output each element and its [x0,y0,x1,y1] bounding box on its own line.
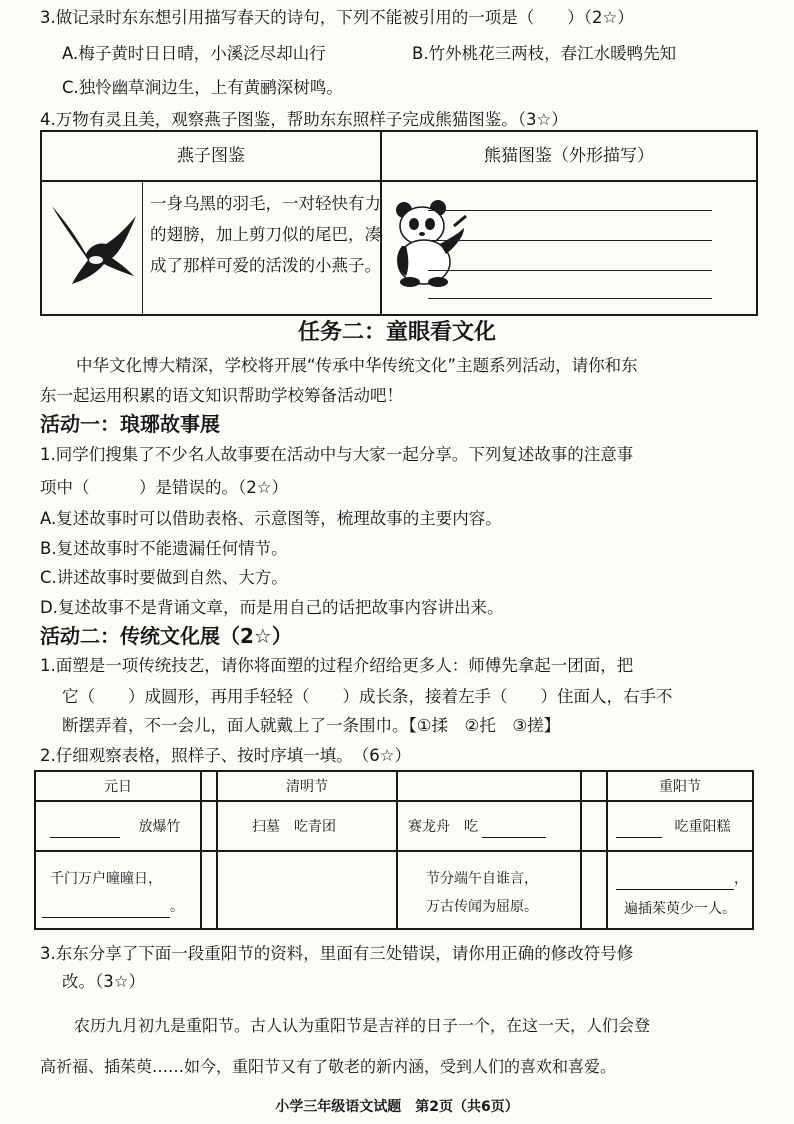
activity2-title: 活动二：传统文化展（2☆） [40,624,292,648]
activity2-q1: 1.面塑是一项传统技艺，请你将面塑的过程介绍给更多人：师傅先拿起一团面，把 [40,656,634,675]
activity2-q3: 改。（3☆） [62,972,146,991]
panda-header: 熊猫图鉴（外形描写） [484,146,654,166]
panda-answer-line[interactable] [428,270,712,271]
fill-blank[interactable] [42,917,170,918]
poem-chongyang-line2: 遍插茱萸少一人。 [624,901,736,917]
custom-qingming: 扫墓 吃青团 [252,819,336,835]
activity1-option-c[interactable]: C.讲述故事时要做到自然、大方。 [40,568,288,587]
swallow-panda-table [40,130,758,316]
swallow-header: 燕子图鉴 [177,146,245,166]
page-footer: 小学三年级语文试题 第2页（共6页） [275,1099,519,1115]
festival-header-qingming: 清明节 [286,779,328,795]
poem-yuanri-line2: 。 [42,896,184,918]
activity2-q1: 断摆弄着，不一会儿，面人就戴上了一条围巾。【①揉 ②托 ③搓】 [62,716,561,735]
fill-blank[interactable] [616,889,734,890]
festival-header-chongyang: 重阳节 [659,779,701,795]
chongyang-passage[interactable]: 高祈福、插茱萸……如今，重阳节又有了敬老的新内涵，受到人们的喜欢和喜爱。 [40,1057,617,1076]
activity1-q1: 项中（ ）是错误的。（2☆） [40,478,289,497]
q3-stem: 3.做记录时东东想引用描写春天的诗句，下列不能被引用的一项是（ ）（2☆） [40,8,634,27]
q3-option-a[interactable]: A.梅子黄时日日晴，小溪泛尽却山行 [62,44,326,63]
table-divider [142,180,143,314]
poem-yuanri-line1: 千门万户曈曈日， [50,871,162,887]
activity1-option-a[interactable]: A.复述故事时可以借助表格、示意图等，梳理故事的主要内容。 [40,509,502,528]
table-divider [42,180,756,182]
swallow-icon [46,198,140,288]
poem-duanwu-line1: 节分端午自谁言， [426,871,538,887]
activity1-q1: 1.同学们搜集了不少名人故事要在活动中与大家一起分享。下列复述故事的注意事 [40,445,634,464]
table-divider [36,850,752,852]
activity1-option-d[interactable]: D.复述故事不是背诵文章，而是用自己的话把故事内容讲出来。 [40,598,504,617]
task2-intro: 东一起运用积累的语文知识帮助学校筹备活动吧！ [40,386,403,405]
custom-yuanri: 放爆竹 [50,816,180,838]
festival-header-yuanri: 元日 [104,779,132,795]
custom-duanwu: 赛龙舟 吃 [408,816,546,838]
activity2-q2: 2.仔细观察表格，照样子、按时序填一填。 （6☆） [40,746,412,765]
swallow-description: 一身乌黑的羽毛，一对轻快有力的翅膀，加上剪刀似的尾巴，凑成了那样可爱的活泼的小燕子。 [150,194,381,275]
fill-blank[interactable] [616,837,662,838]
poem-chongyang-line1: ， [616,868,748,890]
task2-intro: 中华文化博大精深，学校将开展“传承中华传统文化”主题系列活动，请你和东 [76,356,638,375]
panda-answer-line[interactable] [428,240,712,241]
panda-answer-line[interactable] [428,210,712,211]
activity1-option-b[interactable]: B.复述故事时不能遗漏任何情节。 [40,539,288,558]
panda-answer-line[interactable] [428,298,712,299]
activity2-q3: 3.东东分享了下面一段重阳节的资料，里面有三处错误，请你用正确的修改符号修 [40,944,634,963]
q3-option-c[interactable]: C.独怜幽草涧边生，上有黄鹂深树鸣。 [62,78,343,97]
q3-option-b[interactable]: B.竹外桃花三两枝，春江水暖鸭先知 [412,44,677,63]
poem-duanwu-line2: 万古传闻为屈原。 [426,899,538,915]
activity1-title: 活动一：琅琊故事展 [40,412,220,436]
fill-blank[interactable] [50,837,120,838]
festival-table [34,770,754,930]
q4-stem: 4.万物有灵且美，观察燕子图鉴，帮助东东照样子完成熊猫图鉴。（3☆） [40,110,568,129]
activity2-q1: 它（ ）成圆形，再用手轻轻（ ）成长条，接着左手（ ）住面人，右手不 [62,687,673,706]
table-divider [36,800,752,802]
task2-title: 任务二：童眼看文化 [298,320,497,345]
fill-blank[interactable] [482,837,546,838]
chongyang-passage[interactable]: 农历九月初九是重阳节。古人认为重阳节是吉祥的日子一个，在这一天，人们会登 [74,1016,651,1035]
custom-chongyang: 吃重阳糕 [616,816,730,838]
panda-icon [392,198,468,288]
